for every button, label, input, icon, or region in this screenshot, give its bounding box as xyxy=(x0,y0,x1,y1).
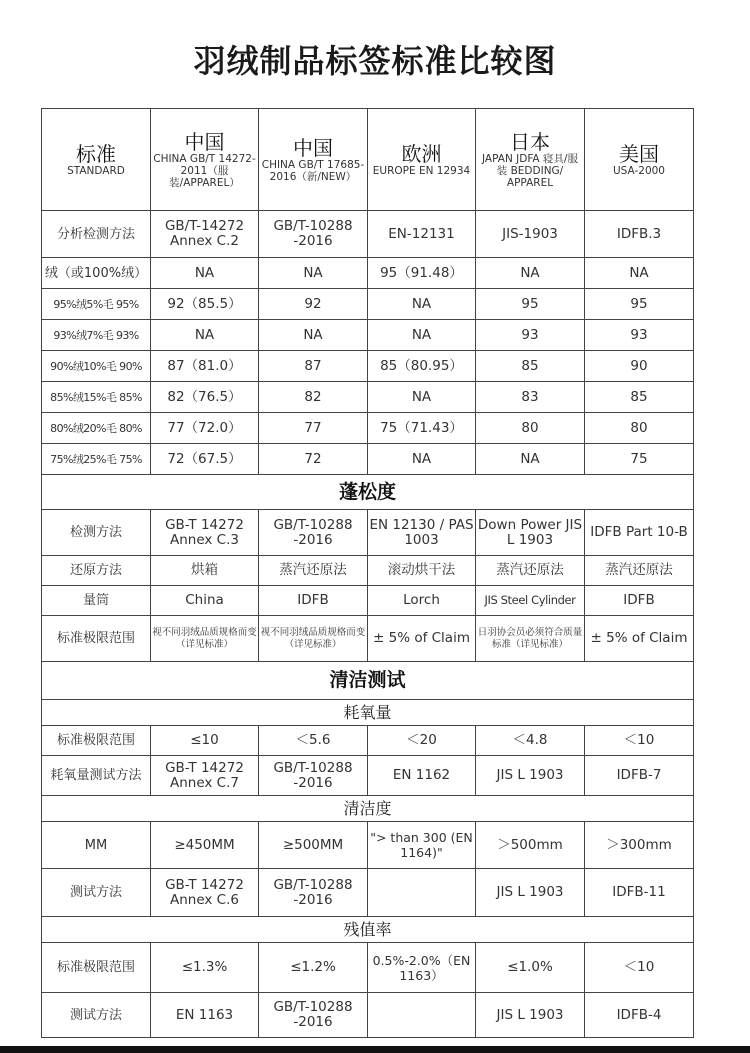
table-cell: GB/T-14272 Annex C.2 xyxy=(151,211,259,258)
table-cell: 烘箱 xyxy=(151,556,259,586)
table-row xyxy=(42,586,694,616)
table-cell: 0.5%-2.0%（EN 1163） xyxy=(368,943,476,993)
subsection-heading-residue: 残值率 xyxy=(42,917,694,943)
table-cell: 93 xyxy=(585,320,694,351)
table-cell: 80 xyxy=(585,413,694,444)
table-cell: GB/T-10288 -2016 xyxy=(259,993,368,1038)
table-cell: GB-T 14272 Annex C.6 xyxy=(151,869,259,917)
table-cell: ± 5% of Claim xyxy=(368,616,476,662)
table-cell: GB-T 14272 Annex C.7 xyxy=(151,756,259,796)
row-label: 耗氧量测试方法 xyxy=(42,756,151,796)
section-heading-row xyxy=(42,662,694,700)
table-cell: EN 1162 xyxy=(368,756,476,796)
table-cell: Lorch xyxy=(368,586,476,616)
row-label: 分析检测方法 xyxy=(42,211,151,258)
table-cell: 82 xyxy=(259,382,368,413)
bottom-divider xyxy=(0,1046,750,1053)
table-row xyxy=(42,510,694,556)
table-cell: ＜10 xyxy=(585,943,694,993)
table-cell: JIS L 1903 xyxy=(476,756,585,796)
table-cell: JIS-1903 xyxy=(476,211,585,258)
table-cell: 80 xyxy=(476,413,585,444)
table-cell: 75（71.43） xyxy=(368,413,476,444)
table-cell: NA xyxy=(259,320,368,351)
table-cell xyxy=(368,993,476,1038)
table-cell: 蒸汽还原法 xyxy=(259,556,368,586)
table-cell: ≤1.3% xyxy=(151,943,259,993)
table-cell: 87（81.0） xyxy=(151,351,259,382)
page-title: 羽绒制品标签标准比较图 xyxy=(193,42,557,80)
table-cell: EN-12131 xyxy=(368,211,476,258)
table-cell: NA xyxy=(259,258,368,289)
row-label: 量筒 xyxy=(42,586,151,616)
table-row xyxy=(42,616,694,662)
table-row xyxy=(42,413,694,444)
header-row xyxy=(42,109,694,211)
table-cell: GB/T-10288 -2016 xyxy=(259,869,368,917)
table-cell: 77（72.0） xyxy=(151,413,259,444)
header-standard: 标准 STANDARD xyxy=(42,109,151,211)
table-cell: ± 5% of Claim xyxy=(585,616,694,662)
table-cell: 95（91.48） xyxy=(368,258,476,289)
standards-comparison-table xyxy=(41,108,694,1038)
table-row xyxy=(42,258,694,289)
table-cell: NA xyxy=(151,320,259,351)
table-cell: 72（67.5） xyxy=(151,444,259,475)
table-cell: 75 xyxy=(585,444,694,475)
table-row xyxy=(42,351,694,382)
row-label: 测试方法 xyxy=(42,869,151,917)
table-row xyxy=(42,822,694,869)
table-cell: IDFB.3 xyxy=(585,211,694,258)
table-row xyxy=(42,444,694,475)
table-row xyxy=(42,726,694,756)
subsection-heading-row xyxy=(42,917,694,943)
table-cell: NA xyxy=(585,258,694,289)
table-cell: IDFB-4 xyxy=(585,993,694,1038)
table-cell: IDFB Part 10-B xyxy=(585,510,694,556)
subsection-heading-turbidity: 清洁度 xyxy=(42,796,694,822)
table-cell: 92 xyxy=(259,289,368,320)
table-cell: NA xyxy=(368,289,476,320)
table-cell: ＜4.8 xyxy=(476,726,585,756)
subsection-heading-row xyxy=(42,700,694,726)
row-label: 75%绒25%毛 75% xyxy=(42,444,151,475)
header-europe: 欧洲 EUROPE EN 12934 xyxy=(368,109,476,211)
table-cell: 视不同羽绒品质规格而变（详见标准） xyxy=(259,616,368,662)
table-cell: Down Power JIS L 1903 xyxy=(476,510,585,556)
table-cell: JIS L 1903 xyxy=(476,993,585,1038)
table-cell: 92（85.5） xyxy=(151,289,259,320)
table-cell: China xyxy=(151,586,259,616)
table-cell: NA xyxy=(368,444,476,475)
row-label: 93%绒7%毛 93% xyxy=(42,320,151,351)
table-cell: ＜5.6 xyxy=(259,726,368,756)
table-cell: 82（76.5） xyxy=(151,382,259,413)
header-china-apparel: 中国 CHINA GB/T 14272-2011（服装/APPAREL） xyxy=(151,109,259,211)
table-cell: GB/T-10288 -2016 xyxy=(259,756,368,796)
table-cell: GB-T 14272 Annex C.3 xyxy=(151,510,259,556)
table-cell: 90 xyxy=(585,351,694,382)
table-cell: NA xyxy=(368,382,476,413)
table-row xyxy=(42,211,694,258)
table-cell: IDFB-11 xyxy=(585,869,694,917)
table-cell: ＞500mm xyxy=(476,822,585,869)
row-label: 绒（或100%绒） xyxy=(42,258,151,289)
table-cell: GB/T-10288 -2016 xyxy=(259,510,368,556)
table-cell: ＜20 xyxy=(368,726,476,756)
table-cell: NA xyxy=(151,258,259,289)
table-cell: NA xyxy=(476,444,585,475)
table-cell: 视不同羽绒品质规格而变（详见标准） xyxy=(151,616,259,662)
subsection-heading-oxygen: 耗氧量 xyxy=(42,700,694,726)
table-cell: 87 xyxy=(259,351,368,382)
table-cell: ＜10 xyxy=(585,726,694,756)
row-label: 95%绒5%毛 95% xyxy=(42,289,151,320)
table-row xyxy=(42,556,694,586)
table-cell: EN 12130 / PAS 1003 xyxy=(368,510,476,556)
table-cell: 85（80.95） xyxy=(368,351,476,382)
table-cell: 95 xyxy=(585,289,694,320)
table-cell: 72 xyxy=(259,444,368,475)
row-label: 还原方法 xyxy=(42,556,151,586)
subsection-heading-row xyxy=(42,796,694,822)
table-row xyxy=(42,382,694,413)
row-label: 80%绒20%毛 80% xyxy=(42,413,151,444)
table-cell: GB/T-10288 -2016 xyxy=(259,211,368,258)
table-cell: ≤1.0% xyxy=(476,943,585,993)
table-cell: 85 xyxy=(585,382,694,413)
table-cell: "> than 300 (EN 1164)" xyxy=(368,822,476,869)
section-heading-fill-power: 蓬松度 xyxy=(42,475,694,510)
row-label: 标准极限范围 xyxy=(42,726,151,756)
row-label: 85%绒15%毛 85% xyxy=(42,382,151,413)
row-label: 测试方法 xyxy=(42,993,151,1038)
table-cell: 蒸汽还原法 xyxy=(585,556,694,586)
table-cell: 77 xyxy=(259,413,368,444)
table-cell: 蒸汽还原法 xyxy=(476,556,585,586)
table-cell: 滚动烘干法 xyxy=(368,556,476,586)
section-heading-row xyxy=(42,475,694,510)
table-cell: 日羽协会员必须符合质量标准（详见标准） xyxy=(476,616,585,662)
table-cell: ≥450MM xyxy=(151,822,259,869)
section-heading-cleanliness: 清洁测试 xyxy=(42,662,694,700)
table-cell: 93 xyxy=(476,320,585,351)
row-label: 90%绒10%毛 90% xyxy=(42,351,151,382)
table-cell: 85 xyxy=(476,351,585,382)
table-cell: ≥500MM xyxy=(259,822,368,869)
table-cell: ≤10 xyxy=(151,726,259,756)
row-label: 标准极限范围 xyxy=(42,943,151,993)
table-cell: ≤1.2% xyxy=(259,943,368,993)
row-label: 标准极限范围 xyxy=(42,616,151,662)
table-cell: IDFB xyxy=(585,586,694,616)
table-row xyxy=(42,943,694,993)
table-cell: EN 1163 xyxy=(151,993,259,1038)
table-row xyxy=(42,993,694,1038)
table-cell: 83 xyxy=(476,382,585,413)
header-japan: 日本 JAPAN JDFA 寝具/服装 BEDDING/ APPAREL xyxy=(476,109,585,211)
table-cell: ＞300mm xyxy=(585,822,694,869)
table-cell: NA xyxy=(368,320,476,351)
table-row xyxy=(42,320,694,351)
table-cell: IDFB-7 xyxy=(585,756,694,796)
header-china-new: 中国 CHINA GB/T 17685-2016（新/NEW） xyxy=(259,109,368,211)
row-label: 检测方法 xyxy=(42,510,151,556)
table-cell: IDFB xyxy=(259,586,368,616)
table-row xyxy=(42,289,694,320)
table-cell: NA xyxy=(476,258,585,289)
table-row xyxy=(42,869,694,917)
table-cell: JIS Steel Cylinder xyxy=(476,586,585,616)
row-label: MM xyxy=(42,822,151,869)
table-row xyxy=(42,756,694,796)
table-cell xyxy=(368,869,476,917)
header-usa: 美国 USA-2000 xyxy=(585,109,694,211)
table-cell: JIS L 1903 xyxy=(476,869,585,917)
table-cell: 95 xyxy=(476,289,585,320)
